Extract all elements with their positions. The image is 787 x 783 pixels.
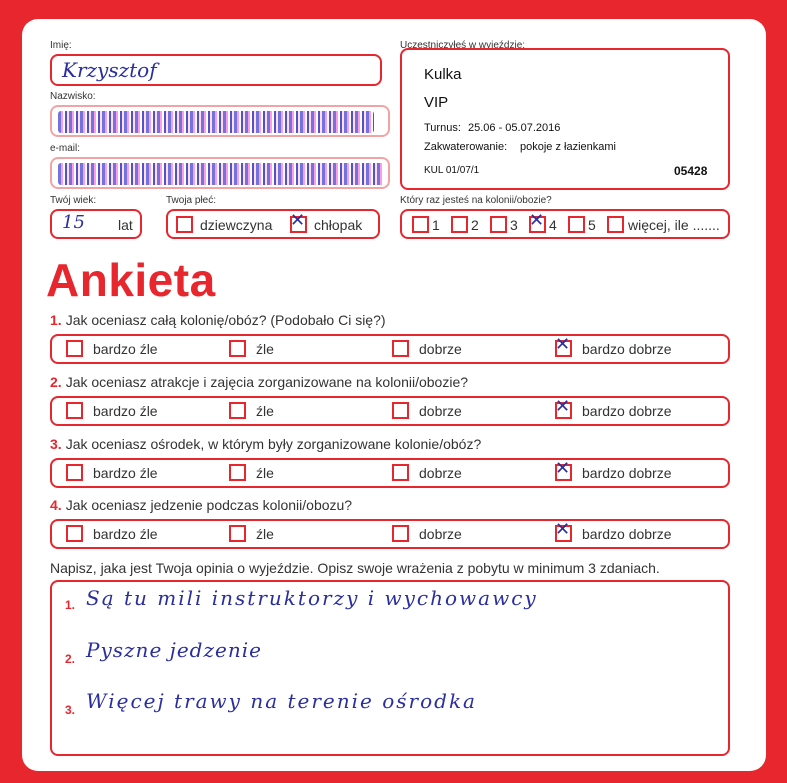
times-group: [400, 209, 730, 239]
check-mark-icon: ✕: [555, 458, 571, 479]
question-4-option-2-label: źle: [256, 526, 274, 542]
check-mark-icon: ✕: [555, 334, 571, 355]
times-label: Który raz jesteś na kolonii/obozie?: [400, 195, 552, 206]
answer-2-text: Pyszne jedzenie: [86, 638, 262, 662]
answer-3-text: Więcej trawy na terenie ośrodka: [86, 689, 477, 713]
question-1-option-3-label: dobrze: [419, 341, 462, 357]
question-text: Jak oceniasz całą kolonię/obóz? (Podobało Ci się?): [65, 312, 386, 328]
question-1-option-3-checkbox[interactable]: [392, 340, 409, 357]
question-3-option-1-label: bardzo źle: [93, 465, 158, 481]
times-5-checkbox[interactable]: [568, 216, 585, 233]
question-3-option-2-checkbox[interactable]: [229, 464, 246, 481]
question-2: [50, 374, 468, 390]
question-2-option-2-checkbox[interactable]: [229, 402, 246, 419]
question-4-option-1-label: bardzo źle: [93, 526, 158, 542]
opinion-prompt: Napisz, jaka jest Twoja opinia o wyjeździe. Opisz swoje wrażenia z pobytu w minimum 3 zdaniach.: [50, 560, 660, 576]
times-3-checkbox[interactable]: [490, 216, 507, 233]
question-2-option-3-checkbox[interactable]: [392, 402, 409, 419]
gender-group: [166, 209, 380, 239]
question-4-option-3-checkbox[interactable]: [392, 525, 409, 542]
trip-name: Kulka: [424, 66, 462, 83]
question-2-option-2-label: źle: [256, 403, 274, 419]
question-3: [50, 436, 481, 452]
age-label: Twój wiek:: [50, 195, 97, 206]
question-number: 1.: [50, 312, 62, 328]
gender-female-label: dziewczyna: [200, 217, 273, 233]
redacted-email: [58, 163, 384, 185]
question-4-option-2-checkbox[interactable]: [229, 525, 246, 542]
question-3-option-4-checkbox[interactable]: [555, 458, 572, 481]
trip-number: 05428: [674, 164, 708, 178]
trip-tier: VIP: [424, 94, 449, 111]
question-1: [50, 312, 386, 328]
check-mark-icon: ✕: [529, 210, 545, 231]
question-number: 3.: [50, 436, 62, 452]
times-4-checkbox[interactable]: [529, 210, 546, 233]
gender-male-label: chłopak: [314, 217, 363, 233]
surname-field[interactable]: [50, 105, 390, 137]
email-field[interactable]: [50, 157, 390, 189]
gender-male-checkbox[interactable]: [290, 210, 307, 233]
question-4-option-4-label: bardzo dobrze: [582, 526, 672, 542]
answer-1-number: 1.: [65, 598, 76, 612]
question-3-option-4-label: bardzo dobrze: [582, 465, 672, 481]
check-mark-icon: ✕: [555, 396, 571, 417]
question-4-option-4-checkbox[interactable]: [555, 519, 572, 542]
gender-label: Twoja płeć:: [166, 195, 217, 206]
redacted-surname: [58, 111, 374, 133]
question-2-option-4-checkbox[interactable]: [555, 396, 572, 419]
turnus-label: Turnus:: [424, 122, 461, 134]
gender-female-checkbox[interactable]: [176, 216, 193, 233]
times-5-label: 5: [588, 217, 596, 233]
age-value: 15: [62, 212, 85, 233]
times-2-checkbox[interactable]: [451, 216, 468, 233]
age-field[interactable]: [50, 209, 142, 239]
question-number: 4.: [50, 497, 62, 513]
question-2-option-1-label: bardzo źle: [93, 403, 158, 419]
question-text: Jak oceniasz atrakcje i zajęcia zorganizowane na kolonii/obozie?: [65, 374, 469, 390]
question-2-option-3-label: dobrze: [419, 403, 462, 419]
participant-label: Uczestniczyłeś w wyjeździe:: [400, 40, 526, 51]
question-3-option-1-checkbox[interactable]: [66, 464, 83, 481]
trip-summary: [400, 48, 730, 190]
times-more-checkbox[interactable]: [607, 216, 624, 233]
answer-2-number: 2.: [65, 652, 76, 666]
times-1-label: 1: [432, 217, 440, 233]
surname-label: Nazwisko:: [50, 91, 96, 102]
name-value: Krzysztof: [62, 58, 157, 82]
times-3-label: 3: [510, 217, 518, 233]
answer-1-text: Są tu mili instruktorzy i wychowawcy: [86, 586, 538, 610]
check-mark-icon: ✕: [555, 519, 571, 540]
question-1-option-4-checkbox[interactable]: [555, 334, 572, 357]
name-field[interactable]: [50, 54, 382, 86]
answer-3-number: 3.: [65, 703, 76, 717]
question-1-option-1-checkbox[interactable]: [66, 340, 83, 357]
question-2-option-1-checkbox[interactable]: [66, 402, 83, 419]
question-4: [50, 497, 352, 513]
times-more-label: więcej, ile .......: [628, 217, 720, 233]
question-2-option-4-label: bardzo dobrze: [582, 403, 672, 419]
question-text: Jak oceniasz jedzenie podczas kolonii/obozu?: [65, 497, 353, 513]
check-mark-icon: ✕: [290, 210, 306, 231]
question-3-option-2-label: źle: [256, 465, 274, 481]
trip-code: KUL 01/07/1: [424, 165, 480, 176]
turnus-value: 25.06 - 05.07.2016: [468, 122, 561, 134]
times-2-label: 2: [471, 217, 479, 233]
question-1-option-1-label: bardzo źle: [93, 341, 158, 357]
name-label: Imię:: [50, 40, 72, 51]
question-1-option-2-checkbox[interactable]: [229, 340, 246, 357]
times-4-label: 4: [549, 217, 557, 233]
accommodation-value: pokoje z łazienkami: [520, 141, 616, 153]
page-title: Ankieta: [46, 254, 216, 306]
question-4-option-3-label: dobrze: [419, 526, 462, 542]
question-text: Jak oceniasz ośrodek, w którym były zorganizowane kolonie/obóz?: [65, 436, 482, 452]
question-1-option-2-label: źle: [256, 341, 274, 357]
question-3-option-3-label: dobrze: [419, 465, 462, 481]
times-1-checkbox[interactable]: [412, 216, 429, 233]
accommodation-label: Zakwaterowanie:: [424, 141, 508, 153]
question-1-option-4-label: bardzo dobrze: [582, 341, 672, 357]
age-unit: lat: [118, 217, 133, 233]
question-4-option-1-checkbox[interactable]: [66, 525, 83, 542]
question-number: 2.: [50, 374, 62, 390]
question-3-option-3-checkbox[interactable]: [392, 464, 409, 481]
email-label: e-mail:: [50, 143, 81, 154]
